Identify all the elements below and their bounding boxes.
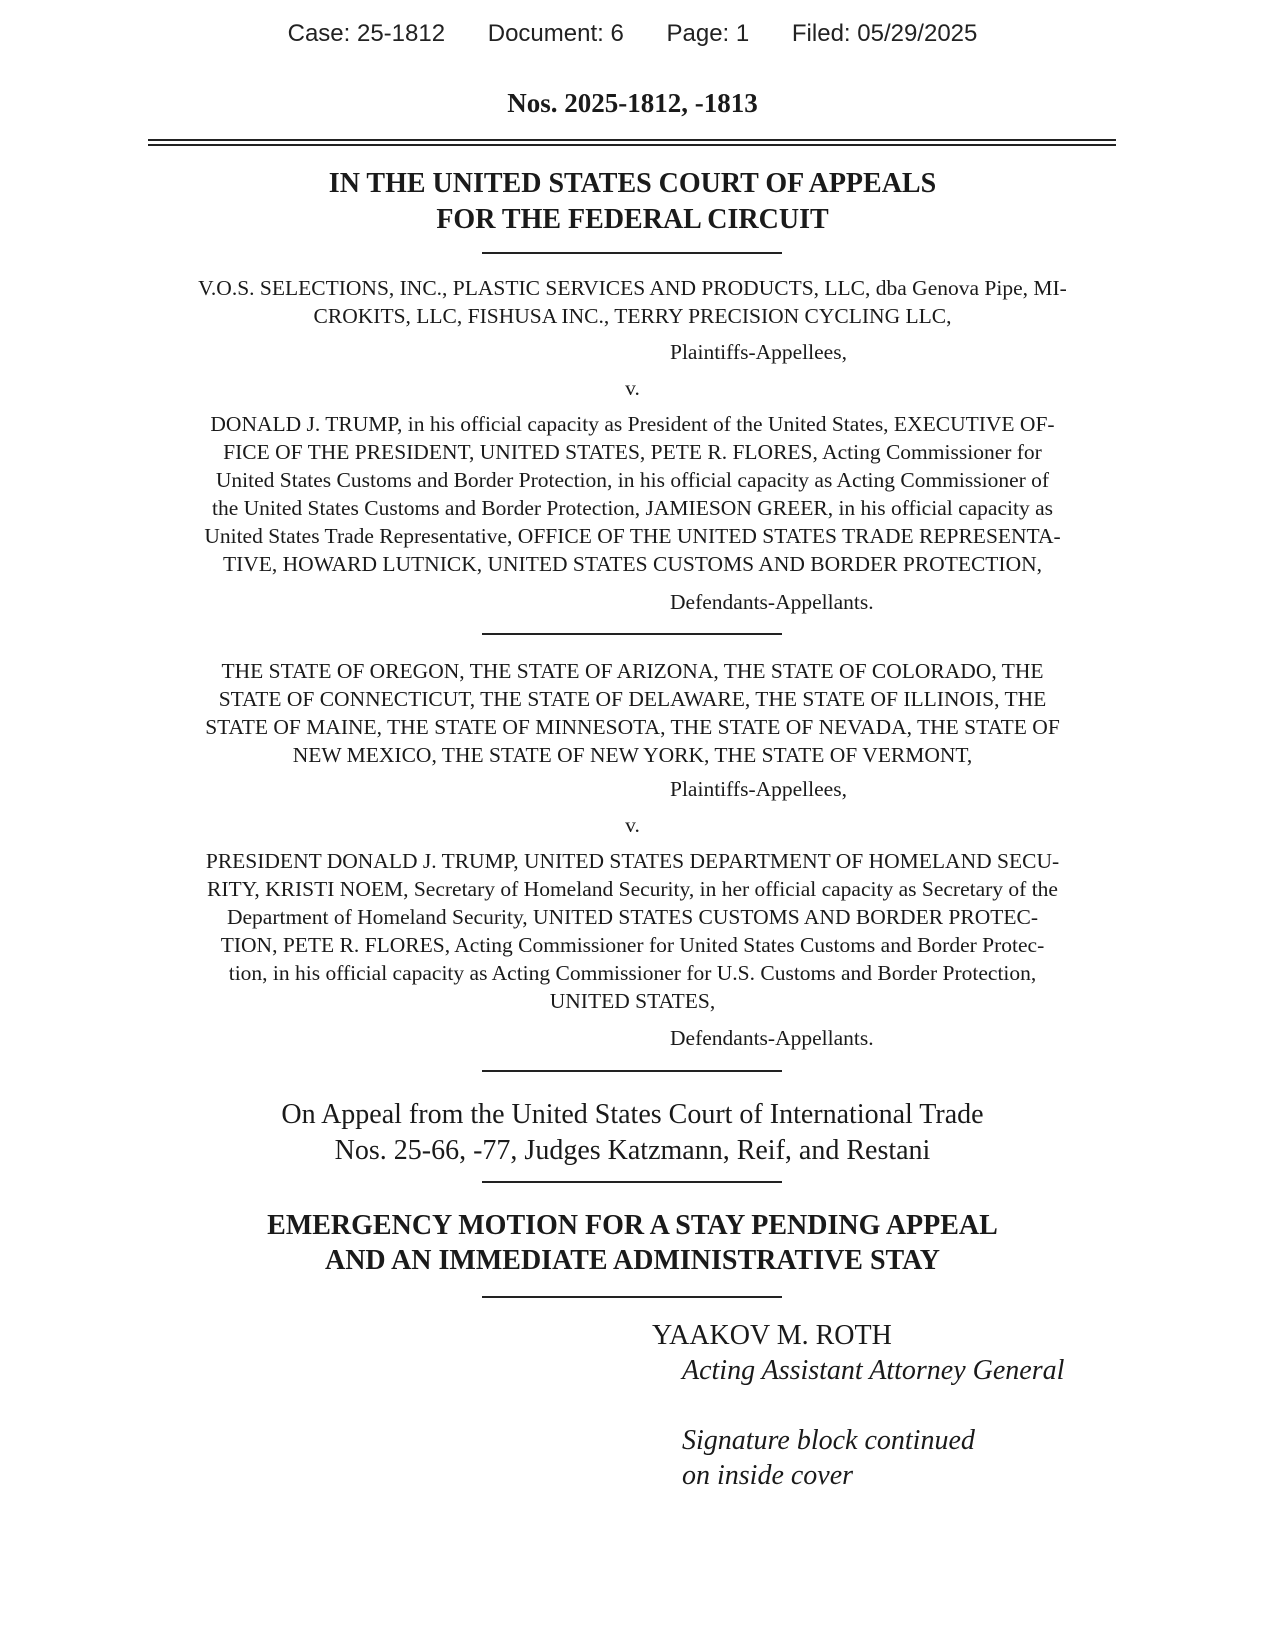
party-line: Department of Homeland Security, UNITED STATES CUSTOMS AND BORDER PROTEC- — [226, 905, 1039, 929]
filed-date: Filed: 05/29/2025 — [791, 20, 978, 47]
party-line: DONALD J. TRUMP, in his official capacity as President of the United States, EXECUTIVE OF- — [210, 412, 1055, 436]
appeal-origin — [0, 1097, 1265, 1169]
divider — [482, 252, 782, 254]
party-line: STATE OF CONNECTICUT, THE STATE OF DELAWARE, THE STATE OF ILLINOIS, THE — [218, 687, 1047, 711]
appeal-line-1: On Appeal from the United States Court of International Trade — [281, 1099, 984, 1130]
party-line: United States Trade Representative, OFFICE OF THE UNITED STATES TRADE REPRESENTA- — [204, 524, 1061, 548]
divider — [482, 633, 782, 635]
docket-numbers: Nos. 2025-1812, -1813 — [507, 88, 758, 118]
party-line: THE STATE OF OREGON, THE STATE OF ARIZONA, THE STATE OF COLORADO, THE — [221, 659, 1044, 683]
motion-line-1: EMERGENCY MOTION FOR A STAY PENDING APPEAL — [267, 1210, 998, 1241]
motion-title — [0, 1208, 1265, 1278]
signature-note-line-2: on inside cover — [682, 1460, 854, 1491]
party-line: TIVE, HOWARD LUTNICK, UNITED STATES CUSTOMS AND BORDER PROTECTION, — [222, 552, 1043, 576]
page-number: Page: 1 — [666, 20, 750, 47]
case2-defendants — [145, 847, 1120, 1015]
party-line: TION, PETE R. FLORES, Acting Commissioner for United States Customs and Border Protec- — [220, 933, 1045, 957]
case1-versus: v. — [625, 376, 640, 400]
party-line: STATE OF MAINE, THE STATE OF MINNESOTA, THE STATE OF NEVADA, THE STATE OF — [205, 715, 1060, 739]
party-line: the United States Customs and Border Protection, JAMIESON GREER, in his official capacity as — [212, 496, 1053, 520]
signer-title: Acting Assistant Attorney General — [682, 1355, 1065, 1386]
case2-plaintiffs-role: Plaintiffs-Appellees, — [670, 777, 847, 801]
signer-name: YAAKOV M. ROTH — [652, 1320, 892, 1351]
party-line: RITY, KRISTI NOEM, Secretary of Homeland Security, in her official capacity as Secretary of the — [207, 877, 1058, 901]
case1-plaintiffs — [145, 274, 1120, 330]
party-line: V.O.S. SELECTIONS, INC., PLASTIC SERVICES AND PRODUCTS, LLC, dba Genova Pipe, MI- — [198, 276, 1067, 300]
case2-plaintiffs — [145, 657, 1120, 769]
appeal-line-2: Nos. 25-66, -77, Judges Katzmann, Reif, and Restani — [334, 1135, 931, 1166]
document-number: Document: 6 — [487, 20, 624, 47]
court-name — [0, 166, 1265, 238]
party-line: tion, in his official capacity as Acting Commissioner for U.S. Customs and Border Protection, — [228, 961, 1037, 985]
case1-defendants — [145, 410, 1120, 578]
divider — [482, 1070, 782, 1072]
party-line: PRESIDENT DONALD J. TRUMP, UNITED STATES DEPARTMENT OF HOMELAND SECU- — [205, 849, 1060, 873]
motion-line-2: AND AN IMMEDIATE ADMINISTRATIVE STAY — [324, 1245, 941, 1276]
case1-plaintiffs-role: Plaintiffs-Appellees, — [670, 340, 847, 364]
party-line: NEW MEXICO, THE STATE OF NEW YORK, THE STATE OF VERMONT, — [292, 743, 973, 767]
party-line: UNITED STATES, — [549, 989, 716, 1013]
filing-header — [0, 20, 1265, 48]
case2-versus: v. — [625, 813, 640, 837]
party-line: FICE OF THE PRESIDENT, UNITED STATES, PETE R. FLORES, Acting Commissioner for — [223, 440, 1042, 464]
court-line-1: IN THE UNITED STATES COURT OF APPEALS — [328, 168, 937, 199]
case2-defendants-role: Defendants-Appellants. — [670, 1026, 874, 1050]
case1-defendants-role: Defendants-Appellants. — [670, 590, 874, 614]
party-line: CROKITS, LLC, FISHUSA INC., TERRY PRECISION CYCLING LLC, — [313, 304, 952, 328]
divider — [482, 1181, 782, 1183]
divider — [482, 1296, 782, 1298]
case-number: Case: 25-1812 — [287, 20, 446, 47]
signature-note-line-1: Signature block continued — [682, 1425, 975, 1456]
double-divider — [148, 139, 1116, 146]
court-line-2: FOR THE FEDERAL CIRCUIT — [436, 204, 829, 235]
party-line: United States Customs and Border Protection, in his official capacity as Acting Commissioner of — [215, 468, 1050, 492]
